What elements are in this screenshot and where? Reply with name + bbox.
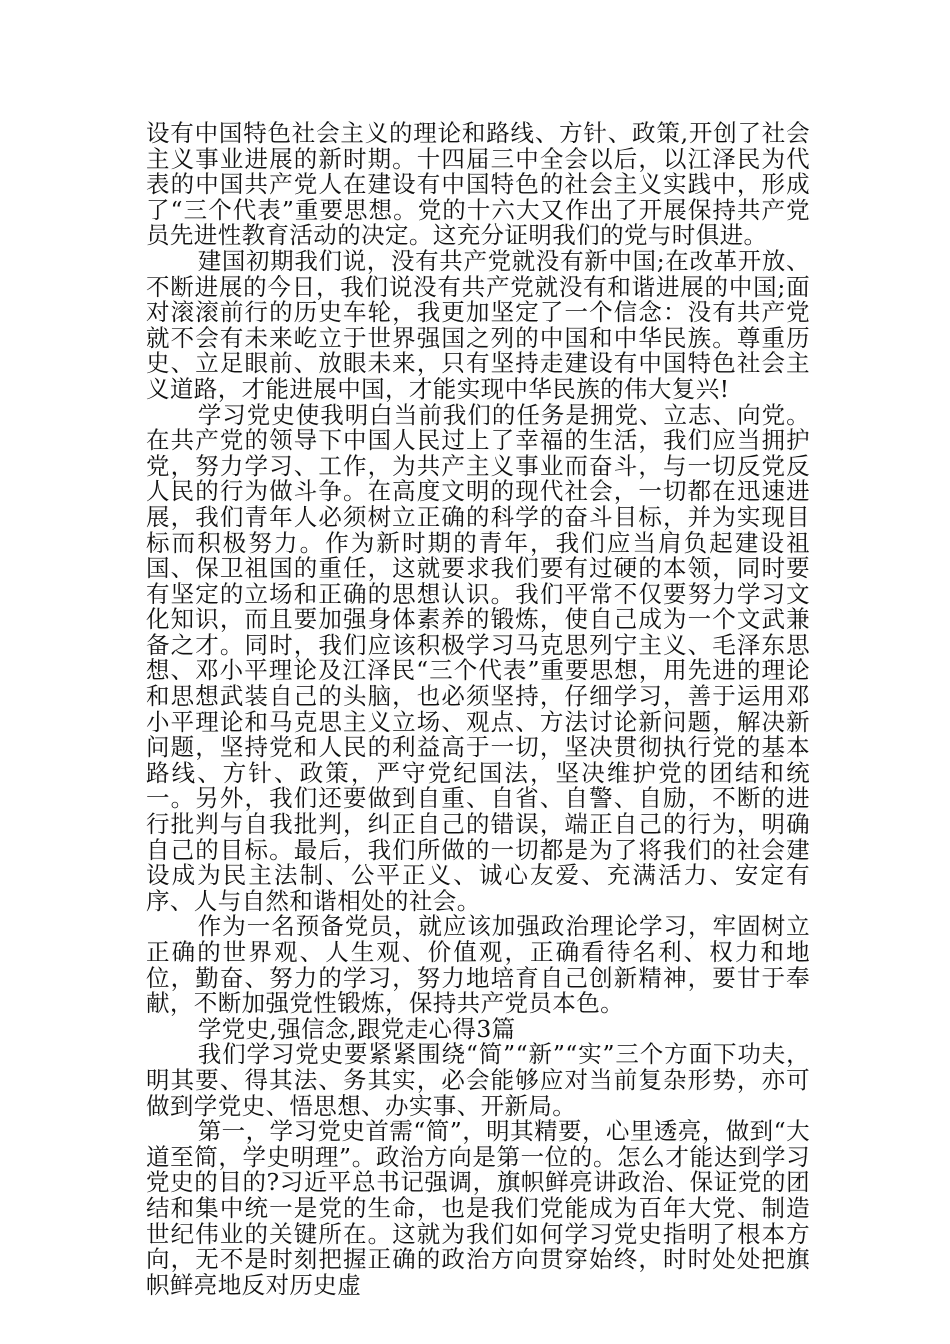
section-heading: 学党史,强信念,跟党走心得3篇 [197, 1014, 516, 1043]
paragraph-1: 设有中国特色社会主义的理论和路线、方针、政策,开创了社会主义事业进展的新时期。十四届三中全会以后，以江泽民为代表的中国共产党人在建设有中国特色的社会主义实践中，形成了“三个代表”重要思想。党的十六大又作出了开展保持共产党员先进性教育活动的决定。这充分证明我们的党与时俱进。 [146, 119, 810, 250]
paragraph-6: 第一，学习党史首需“简”，明其精要，心里透亮，做到“大道至简，学史明理”。政治方向是第一位的。怎么才能达到学习党史的目的?习近平总书记强调，旗帜鲜亮讲政治、保证党的团结和集中统一是党的生命，也是我们党能成为百年大党、制造世纪伟业的关键所在。这就为我们如何学习党史指明了根本方向，无不是时刻把握正确的政治方向贯穿始终，时时处处把旗帜鲜亮地反对历史虚 [146, 1117, 810, 1299]
document-body [146, 121, 810, 1298]
paragraph-3: 学习党史使我明白当前我们的任务是拥党、立志、向党。在共产党的领导下中国人民过上了幸福的生活，我们应当拥护党，努力学习、工作，为共产主义事业而奋斗，与一切反党反人民的行为做斗争。在高度文明的现代社会，一切都在迅速进展，我们青年人必须树立正确的科学的奋斗目标，并为实现目标而积极努力。作为新时期的青年，我们应当肩负起建设祖国、保卫祖国的重任，这就要求我们要有过硬的本领，同时要有坚定的立场和正确的思想认识。我们平常不仅要努力学习文化知识，而且要加强身体素养的锻炼，使自己成为一个文武兼备之才。同时，我们应该积极学习马克思列宁主义、毛泽东思想、邓小平理论及江泽民“三个代表”重要思想，用先进的理论和思想武装自己的头脑，也必须坚持，仔细学习，善于运用邓小平理论和马克思主义立场、观点、方法讨论新问题，解决新问题，坚持党和人民的利益高于一切，坚决贯彻执行党的基本路线、方针、政策，严守党纪国法，坚决维护党的团结和统一。另外，我们还要做到自重、自省、自警、自励，不断的进行批判与自我批判，纠正自己的错误，端正自己的行为，明确自己的目标。最后，我们所做的一切都是为了将我们的社会建设成为民主法制、公平正义、诚心友爱、充满活力、安定有序、人与自然和谐相处的社会。 [146, 400, 810, 915]
paragraph-2: 建国初期我们说，没有共产党就没有新中国;在改革开放、不断进展的今日，我们说没有共产党就没有和谐进展的中国;面对滚滚前行的历史车轮，我更加坚定了一个信念：没有共产党就不会有未来屹立于世界强国之列的中国和中华民族。尊重历史、立足眼前、放眼未来，只有坚持走建设有中国特色社会主义道路，才能进展中国，才能实现中华民族的伟大复兴! [146, 246, 810, 403]
paragraph-4: 作为一名预备党员，就应该加强政治理论学习，牢固树立正确的世界观、人生观、价值观，正确看待名利、权力和地位，勤奋、努力的学习，努力地培育自己创新精神，要甘于奉献，不断加强党性锻炼，保持共产党员本色。 [146, 912, 810, 1018]
paragraph-5: 我们学习党史要紧紧围绕“简”“新”“实”三个方面下功夫，明其要、得其法、务其实，必会能够应对当前复杂形势，亦可做到学党史、悟思想、办实事、开新局。 [146, 1040, 810, 1120]
